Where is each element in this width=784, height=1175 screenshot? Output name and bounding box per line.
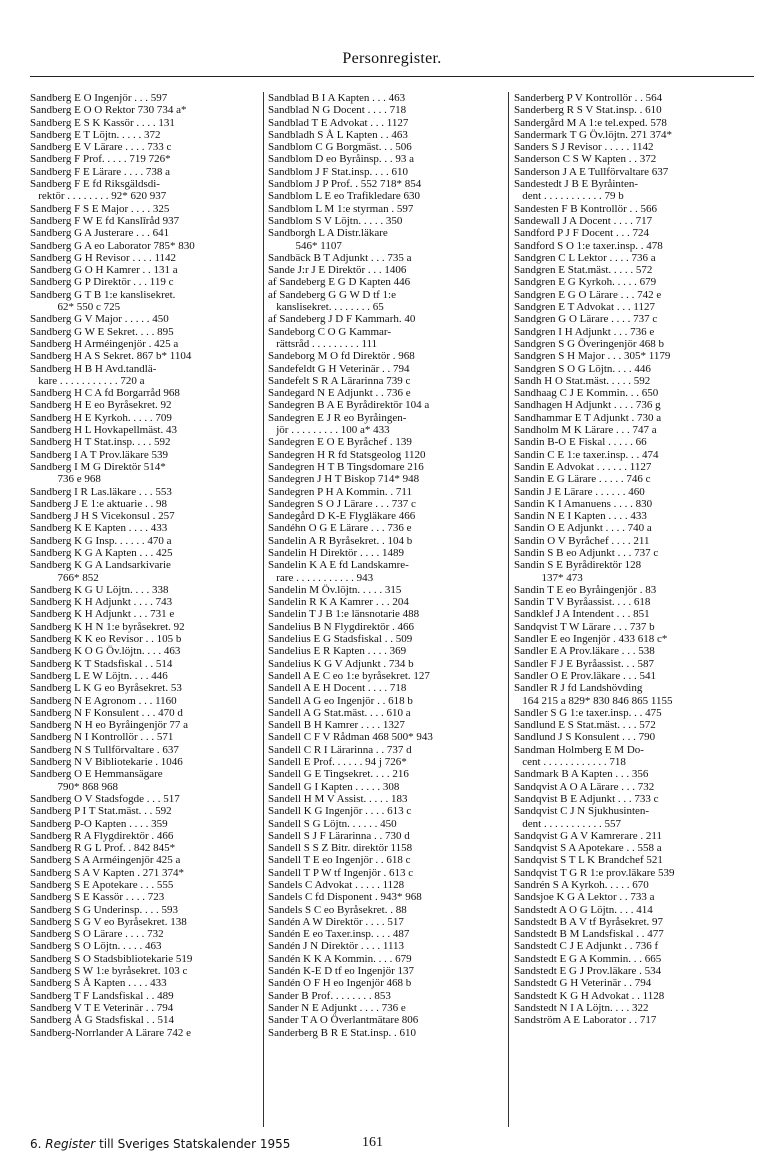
register-entry: Sandell G E Tingsekret. . . . 216 (268, 768, 409, 781)
register-entry: Sandgren E G Kyrkoh. . . . . 679 (514, 276, 657, 289)
register-entry: Sandberg I A T Prov.läkare 539 (30, 448, 168, 461)
register-entry: Sandberg N E Agronom . . . 1160 (30, 694, 177, 707)
register-entry: Sandgren S O G Löjtn. . . . 446 (514, 362, 651, 375)
register-entry: Sandblad T E Advokat . . . 1127 (268, 116, 409, 129)
register-entry: Sandberg S A V Kapten . 271 374* (30, 866, 185, 879)
register-entry: Sandstedt C J E Adjunkt . . 736 f (514, 940, 659, 953)
register-entry: rättsråd . . . . . . . . . 111 (268, 337, 378, 350)
register-entry: Sandstedt E G A Kommin. . . 665 (514, 952, 662, 965)
register-entry: Sandegren J H T Biskop 714* 948 (268, 473, 420, 486)
register-entry: Sande J:r J E Direktör . . . 1406 (268, 264, 407, 277)
register-entry: Sandberg S E Kassör . . . . 723 (30, 891, 165, 904)
register-entry: Sandstedt G H Veterinär . . 794 (514, 977, 652, 990)
register-entry: kare . . . . . . . . . . . 720 a (30, 374, 145, 387)
register-entry: Sandegren H R fd Statsgeolog 1120 (268, 448, 426, 461)
register-entry: Sandstedt B A V tf Byråsekret. 97 (514, 915, 664, 928)
register-entry: Sandhammar E T Adjunkt . 730 a (514, 411, 662, 424)
register-entry: cent . . . . . . . . . . . . 718 (514, 756, 626, 769)
register-entry: rektör . . . . . . . . 92* 620 937 (30, 190, 167, 203)
register-entry: Sandford S O 1:e taxer.insp. . 478 (514, 239, 663, 252)
register-entry: Sandberg R G L Prof. . 842 845* (30, 842, 176, 855)
register-entry: Sandelius K G V Adjunkt . 734 b (268, 657, 414, 670)
register-entry: Sanderberg B R E Stat.insp. . 610 (268, 1026, 416, 1039)
register-entry: Sandberg F E Lärare . . . . 738 a (30, 165, 171, 178)
register-entry: Sandlund J S Konsulent . . . 790 (514, 731, 656, 744)
register-entry: Sandblom J F Stat.insp. . . . 610 (268, 165, 408, 178)
register-entry: Sandberg S E Apotekare . . . 555 (30, 879, 174, 891)
register-entry: Sandbäck B T Adjunkt . . . 735 a (268, 251, 412, 264)
register-entry: Sandblad N G Docent . . . . 718 (268, 104, 407, 117)
register-entry: Sandberg G H Revisor . . . . 1142 (30, 251, 177, 264)
register-entry: Sandberg N I Kontrollör . . . 571 (30, 731, 174, 744)
register-entry: Sandlund E S Stat.mäst. . . . 572 (514, 719, 656, 732)
register-entry: dent . . . . . . . . . . . 79 b (514, 190, 624, 203)
register-entry: Sandermark T G Öv.löjtn. 271 374* (514, 128, 673, 141)
register-entry: Sandels C Advokat . . . . . 1128 (268, 879, 405, 891)
register-entry: Sandberg P-O Kapten . . . . 359 (30, 817, 168, 830)
register-entry: Sandblad B I A Kapten . . . 463 (268, 92, 406, 104)
register-entry: Sandell S J F Lärarinna . . 730 d (268, 829, 410, 842)
register-entry: Sandqvist S T L K Brandchef 521 (514, 854, 663, 867)
register-entry: Sandberg K H Adjunkt . . . 731 e (30, 608, 175, 621)
register-entry: Sandegard N E Adjunkt . . 736 e (268, 387, 411, 400)
register-entry: Sandell T E eo Ingenjör . . 618 c (268, 854, 411, 867)
register-entry: Sandberg L K G eo Byråsekret. 53 (30, 682, 182, 695)
register-entry: Sandblom D eo Byråinsp. . . 93 a (268, 153, 415, 166)
register-entry: Sandgren E G O Lärare . . . 742 e (514, 288, 662, 301)
register-entry: Sandin T V Byråassist. . . . 618 (514, 596, 651, 609)
register-entry: Sandqvist T W Lärare . . . 737 b (514, 620, 655, 633)
register-entry: Sandstedt K G H Advokat . . 1128 (514, 989, 665, 1002)
register-entry: 736 e 968 (30, 473, 101, 486)
register-entry: Sandberg H T Stat.insp. . . . 592 (30, 436, 171, 449)
register-entry: Sandewall J A Docent . . . . 717 (514, 214, 653, 227)
register-entry: Sander T A O Överlantmätare 806 (268, 1014, 419, 1027)
register-entry: Sandin C E 1:e taxer.insp. . . 474 (514, 448, 659, 461)
register-entry: Sandefelt S R A Lärarinna 739 c (268, 374, 411, 387)
register-entry: Sandell A G Stat.mäst. . . . 610 a (268, 706, 411, 719)
register-entry: Sandrén S A Kyrkoh. . . . . 670 (514, 879, 649, 891)
register-entry: Sandberg E O O Rektor 730 734 a* (30, 104, 187, 117)
register-entry: Sandberg S G Underinsp. . . . 593 (30, 903, 178, 916)
register-entry: Sandin O E Adjunkt . . . . 740 a (514, 522, 652, 535)
register-entry: Sandmark B A Kapten . . . 356 (514, 768, 649, 781)
register-entry: Sandin K I Amanuens . . . . 830 (514, 497, 653, 510)
register-entry: Sandberg K G A Landsarkivarie (30, 559, 171, 572)
register-entry: Sandin S E Byrådirektör 128 (514, 559, 642, 572)
register-entry: Sandgren G O Lärare . . . . 737 c (514, 313, 658, 326)
register-entry: Sanderberg P V Kontrollör . . 564 (514, 92, 663, 104)
register-entry: Sandberg K T Stadsfiskal . . 514 (30, 657, 173, 670)
register-entry: Sandqvist A O A Lärare . . . 732 (514, 780, 655, 793)
register-entry: Sanderson J A E Tullförvaltare 637 (514, 165, 669, 178)
register-entry: Sandblom J P Prof. . 552 718* 854 (268, 178, 422, 191)
register-entry: Sandeborg M O fd Direktör . 968 (268, 350, 415, 363)
register-entry: Sandelin T J B 1:e länsnotarie 488 (268, 608, 420, 621)
register-entry: Sandin E G Lärare . . . . . 746 c (514, 473, 651, 486)
register-entry: 164 215 a 829* 830 846 865 1155 (514, 694, 673, 707)
register-entry: Sandberg I M G Direktör 514* (30, 460, 166, 473)
register-entry: Sandberg S Å Kapten . . . . 433 (30, 977, 167, 990)
register-entry: Sandberg G V Major . . . . . 450 (30, 313, 169, 326)
register-entry: Sandell E Prof. . . . . . 94 j 726* (268, 756, 407, 769)
register-entry: Sandelin A R Byråsekret. . 104 b (268, 534, 413, 547)
register-entry: Sandberg G T B 1:e kanslisekret. (30, 288, 176, 301)
register-entry: Sandin E Advokat . . . . . . 1127 (514, 460, 652, 473)
register-entry: Sandberg Å G Stadsfiskal . . 514 (30, 1014, 175, 1027)
register-entry: Sandklef J A Intendent . . . 851 (514, 608, 650, 621)
register-entry: Sandberg G W E Sekret. . . . 895 (30, 325, 174, 338)
register-entry: Sandler O E Prov.läkare . . . 541 (514, 669, 656, 682)
register-columns (30, 92, 756, 1127)
register-entry: Sandberg T F Landsfiskal . . 489 (30, 989, 174, 1002)
register-entry: Sandholm M K Lärare . . . 747 a (514, 424, 657, 437)
register-entry: Sandblom C G Borgmäst. . . 506 (268, 141, 412, 154)
register-entry: Sandeborg C O G Kammar- (268, 325, 391, 338)
register-entry: Sandelin M Öv.löjtn. . . . . 315 (268, 583, 402, 596)
register-entry: Sandgren E T Advokat . . . 1127 (514, 301, 655, 314)
column-divider (263, 92, 264, 1127)
register-entry: Sandberg-Norrlander A Lärare 742 e (30, 1026, 192, 1039)
register-entry: Sandberg L E W Löjtn. . . . 446 (30, 669, 168, 682)
register-entry: Sandberg I R Las.läkare . . . 553 (30, 485, 172, 498)
register-entry: Sandell H M V Assist. . . . . 183 (268, 792, 408, 805)
register-entry: Sandegren S O J Lärare . . . 737 c (268, 497, 416, 510)
register-entry: Sandblom L M 1:e styrman . 597 (268, 202, 414, 215)
register-entry: Sandergård M A 1:e tel.exped. 578 (514, 116, 667, 129)
register-entry: Sandberg K H Adjunkt . . . . 743 (30, 596, 173, 609)
register-entry: Sandler E eo Ingenjör . 433 618 c* (514, 633, 668, 646)
register-entry: Sandberg H A S Sekret. 867 b* 1104 (30, 350, 192, 363)
register-entry: Sandgren S H Major . . . 305* 1179 (514, 350, 671, 363)
register-entry: Sandberg O V Stadsfogde . . . 517 (30, 792, 180, 805)
register-entry: Sandberg H E Kyrkoh. . . . . 709 (30, 411, 172, 424)
register-entry: Sandberg E V Lärare . . . . 733 c (30, 141, 172, 154)
register-entry: Sander B Prof. . . . . . . . 853 (268, 989, 391, 1002)
register-entry: Sandqvist G A V Kamrerare . 211 (514, 829, 662, 842)
register-entry: Sandberg N S Tullförvaltare . 637 (30, 743, 179, 756)
register-entry: Sandberg S O Stadsbibliotekarie 519 (30, 952, 193, 965)
register-entry: Sandstedt E G J Prov.läkare . 534 (514, 965, 662, 978)
register-entry: Sandin S B eo Adjunkt . . . 737 c (514, 546, 659, 559)
register-entry: Sandler F J E Byråassist. . . 587 (514, 657, 654, 670)
register-entry: Sandler R J fd Landshövding (514, 682, 643, 695)
register-entry: 62* 550 c 725 (30, 301, 121, 314)
register-entry: Sandell T P W tf Ingenjör . 613 c (268, 866, 414, 879)
footer-source (30, 1137, 290, 1151)
register-entry: Sandqvist T G R 1:e prov.läkare 539 (514, 866, 675, 879)
register-entry: Sandesten F B Kontrollör . . 566 (514, 202, 657, 215)
register-entry: Sanders S J Revisor . . . . . 1142 (514, 141, 654, 154)
register-entry: Sandbladh S Å L Kapten . . 463 (268, 128, 408, 141)
register-entry: Sandegren P H A Kommin. . 711 (268, 485, 413, 498)
register-entry: Sandborgh L A Distr.läkare (268, 227, 388, 240)
register-entry: Sandberg K G A Kapten . . . 425 (30, 546, 173, 559)
register-entry: Sandell B H Kamrer . . . . 1327 (268, 719, 405, 732)
register-entry: Sandblom S V Löjtn. . . . . 350 (268, 214, 403, 227)
register-entry: Sandell S S Z Bitr. direktör 1158 (268, 842, 413, 855)
register-entry: Sandberg H C A fd Borgarråd 968 (30, 387, 180, 400)
register-entry: Sandén J N Direktör . . . . 1113 (268, 940, 405, 953)
register-entry: Sandelin H Direktör . . . . 1489 (268, 546, 404, 559)
register-entry: Sandh H O Stat.mäst. . . . . 592 (514, 374, 651, 387)
register-entry: Sandberg S W 1:e byråsekret. 103 c (30, 965, 188, 978)
footer-prefix: 6. (30, 1137, 42, 1151)
register-entry: Sandberg F E fd Riksgäldsdi- (30, 178, 160, 191)
register-entry: Sandéhn O G E Lärare . . . 736 e (268, 522, 412, 535)
register-entry: Sandberg K K eo Revisor . . 105 b (30, 633, 182, 646)
register-entry: Sandestedt J B E Byråinten- (514, 178, 639, 191)
register-entry: Sandin O V Byråchef . . . . 211 (514, 534, 650, 547)
register-entry: Sandell S G Löjtn. . . . . . 450 (268, 817, 397, 830)
register-entry: Sandqvist S A Apotekare . . 558 a (514, 842, 662, 855)
register-entry: af Sandeberg G G W D tf 1:e (268, 288, 396, 301)
page-number: 161 (362, 1135, 383, 1150)
register-entry: Sandberg F Prof. . . . . 719 726* (30, 153, 171, 166)
register-entry: Sandberg O E Hemmansägare (30, 768, 163, 781)
page-footer (0, 1137, 784, 1153)
register-entry: Sandelius E R Kapten . . . . 369 (268, 645, 407, 658)
register-entry: Sandberg J E 1:e aktuarie . . 98 (30, 497, 167, 510)
register-entry: Sandegren B A E Byrådirektör 104 a (268, 399, 430, 412)
register-entry: Sandberg P I T Stat.mäst. . . 592 (30, 805, 172, 818)
register-entry: Sandegren E O E Byråchef . 139 (268, 436, 412, 449)
register-entry: 546* 1107 (268, 239, 342, 252)
register-entry: Sandelius B N Flygdirektör . 466 (268, 620, 415, 633)
register-entry: Sanderberg R S V Stat.insp. . 610 (514, 104, 662, 117)
register-entry: Sandqvist C J N Sjukhusinten- (514, 805, 650, 818)
register-entry: Sandberg G A Justerare . . . 641 (30, 227, 170, 240)
register-entry: Sandstedt N I A Löjtn. . . . 322 (514, 1001, 649, 1014)
register-entry: Sandegren H T B Tingsdomare 216 (268, 460, 424, 473)
register-entry: Sandberg S G V eo Byråsekret. 138 (30, 915, 187, 928)
register-entry: Sandberg H Arméingenjör . 425 a (30, 337, 179, 350)
register-entry: Sandgren E Stat.mäst. . . . . 572 (514, 264, 653, 277)
register-entry: Sandberg N F Konsulent . . . 470 d (30, 706, 183, 719)
register-entry: Sandberg H B H Avd.tandlä- (30, 362, 157, 375)
register-entry: Sandell A G eo Ingenjör . . 618 b (268, 694, 413, 707)
register-entry: Sandberg H E eo Byråsekret. 92 (30, 399, 172, 412)
register-entry: Sandstedt B M Landsfiskal . . 477 (514, 928, 664, 941)
register-entry: Sandelin K A E fd Landskamre- (268, 559, 409, 572)
register-entry: Sandqvist B E Adjunkt . . . 733 c (514, 792, 659, 805)
register-entry: Sandberg S O Löjtn. . . . . 463 (30, 940, 162, 953)
register-entry: af Sandeberg E G D Kapten 446 (268, 276, 411, 289)
register-entry: Sandblom L E eo Trafikledare 630 (268, 190, 421, 203)
register-entry: Sandberg S O Lärare . . . . 732 (30, 928, 164, 941)
register-entry: Sandgren C L Lektor . . . . 736 a (514, 251, 656, 264)
register-entry: Sandin T E eo Byråingenjör . 83 (514, 583, 657, 596)
register-entry: Sandén K K A Kommin. . . . 679 (268, 952, 412, 965)
register-entry: Sandin J E Lärare . . . . . . 460 (514, 485, 645, 498)
register-entry: Sandberg S A Arméingenjör 425 a (30, 854, 181, 867)
register-entry: Sandman Holmberg E M Do- (514, 743, 644, 756)
register-entry: Sandsjoe K G A Lektor . . 733 a (514, 891, 655, 904)
register-entry: Sandberg N H eo Byråingenjör 77 a (30, 719, 189, 732)
page-title: Personregister. (342, 50, 442, 67)
register-entry: Sandberg K E Kapten . . . . 433 (30, 522, 168, 535)
register-entry: Sandberg E O Ingenjör . . . 597 (30, 92, 168, 104)
register-column-1 (30, 92, 258, 1127)
register-entry: Sandegren E J R eo Byråingen- (268, 411, 407, 424)
register-entry: Sandberg G O H Kamrer . . 131 a (30, 264, 178, 277)
register-entry: dent . . . . . . . . . . . 557 (514, 817, 621, 830)
register-entry: Sandén E eo Taxer.insp. . . . 487 (268, 928, 410, 941)
register-entry: Sandberg K G U Löjtn. . . . 338 (30, 583, 169, 596)
register-entry: Sandell G I Kapten . . . . . 308 (268, 780, 400, 793)
register-entry: Sandell A E H Docent . . . . 718 (268, 682, 407, 695)
register-entry: Sandelius E G Stadsfiskal . . 509 (268, 633, 413, 646)
register-entry: af Sandeberg J D F Kammarh. 40 (268, 313, 416, 326)
register-entry: Sandels S C eo Byråsekret. . 88 (268, 903, 407, 916)
register-entry: Sandford P J F Docent . . . 724 (514, 227, 649, 240)
register-entry: Sandberg E S K Kassör . . . . 131 (30, 116, 175, 129)
register-entry: Sandegård D K-E Flygläkare 466 (268, 510, 416, 523)
register-entry: Sandin N E I Kapten . . . . 433 (514, 510, 647, 523)
register-entry: Sandberg N V Bibliotekarie . 1046 (30, 756, 183, 769)
register-entry: Sandhagen H Adjunkt . . . . 736 g (514, 399, 661, 412)
register-entry: Sandén A W Direktör . . . . 517 (268, 915, 404, 928)
register-entry: Sandberg F W E fd Kanslīråd 937 (30, 214, 180, 227)
register-entry: Sandén K-E D tf eo Ingenjör 137 (268, 965, 415, 978)
register-entry: Sandberg J H S Vicekonsul . 257 (30, 510, 175, 523)
register-entry: Sandberg H L Hovkapellmäst. 43 (30, 424, 177, 437)
register-entry: Sandell K G Ingenjör . . . . 613 c (268, 805, 412, 818)
register-entry: Sandström A E Laborator . . 717 (514, 1014, 657, 1027)
register-entry: Sandberg G A eo Laborator 785* 830 (30, 239, 195, 252)
register-column-3 (514, 92, 756, 1127)
register-entry: Sandell A E C eo 1:e byråsekret. 127 (268, 669, 430, 682)
register-column-2 (268, 92, 500, 1127)
register-entry: Sandell C R I Lärarinna . . 737 d (268, 743, 412, 756)
register-entry: Sandler E A Prov.läkare . . . 538 (514, 645, 655, 658)
footer-source-rest: till Sveriges Statskalender 1955 (99, 1137, 291, 1151)
register-entry: Sandén O F H eo Ingenjör 468 b (268, 977, 412, 990)
register-entry: Sanderson C S W Kapten . . 372 (514, 153, 657, 166)
register-entry: Sandin B-O E Fiskal . . . . . 66 (514, 436, 647, 449)
register-entry: Sandberg E T Löjtn. . . . . 372 (30, 128, 161, 141)
register-entry: Sandgren S G Överingenjör 468 b (514, 337, 665, 350)
register-entry: Sandstedt A O G Löjtn. . . . 414 (514, 903, 653, 916)
register-entry: 766* 852 (30, 571, 99, 584)
register-entry: 137* 473 (514, 571, 583, 584)
register-entry: Sandberg K O G Öv.löjtn. . . . 463 (30, 645, 181, 658)
register-entry: Sandell C F V Rådman 468 500* 943 (268, 731, 433, 744)
register-entry: Sandberg F S E Major . . . . 325 (30, 202, 170, 215)
register-entry: Sandberg K H N 1:e byråsekret. 92 (30, 620, 185, 633)
column-divider (508, 92, 509, 1127)
register-entry: Sandgren I H Adjunkt . . . 736 e (514, 325, 655, 338)
header-rule (30, 76, 754, 77)
register-entry: Sandels C fd Disponent . 943* 968 (268, 891, 422, 904)
register-entry: Sandefeldt G H Veterinär . . 794 (268, 362, 410, 375)
register-entry: Sandhaag C J E Kommin. . . 650 (514, 387, 659, 400)
register-entry: Sandberg V T E Veterinär . . 794 (30, 1001, 174, 1014)
register-entry: jör . . . . . . . . . 100 a* 433 (268, 424, 390, 437)
register-entry: rare . . . . . . . . . . . 943 (268, 571, 374, 584)
register-entry: 790* 868 968 (30, 780, 118, 793)
register-entry: Sander N E Adjunkt . . . . 736 e (268, 1001, 406, 1014)
register-entry: Sandelin R K A Kamrer . . . 204 (268, 596, 409, 609)
register-entry: Sandberg K G Insp. . . . . . 470 a (30, 534, 172, 547)
register-entry: kanslisekret. . . . . . . . 65 (268, 301, 384, 314)
footer-register: Register (45, 1137, 96, 1151)
register-entry: Sandberg R A Flygdirektör . 466 (30, 829, 174, 842)
register-entry: Sandler S G 1:e taxer.insp. . . 475 (514, 706, 662, 719)
register-entry: Sandberg G P Direktör . . . 119 c (30, 276, 174, 289)
